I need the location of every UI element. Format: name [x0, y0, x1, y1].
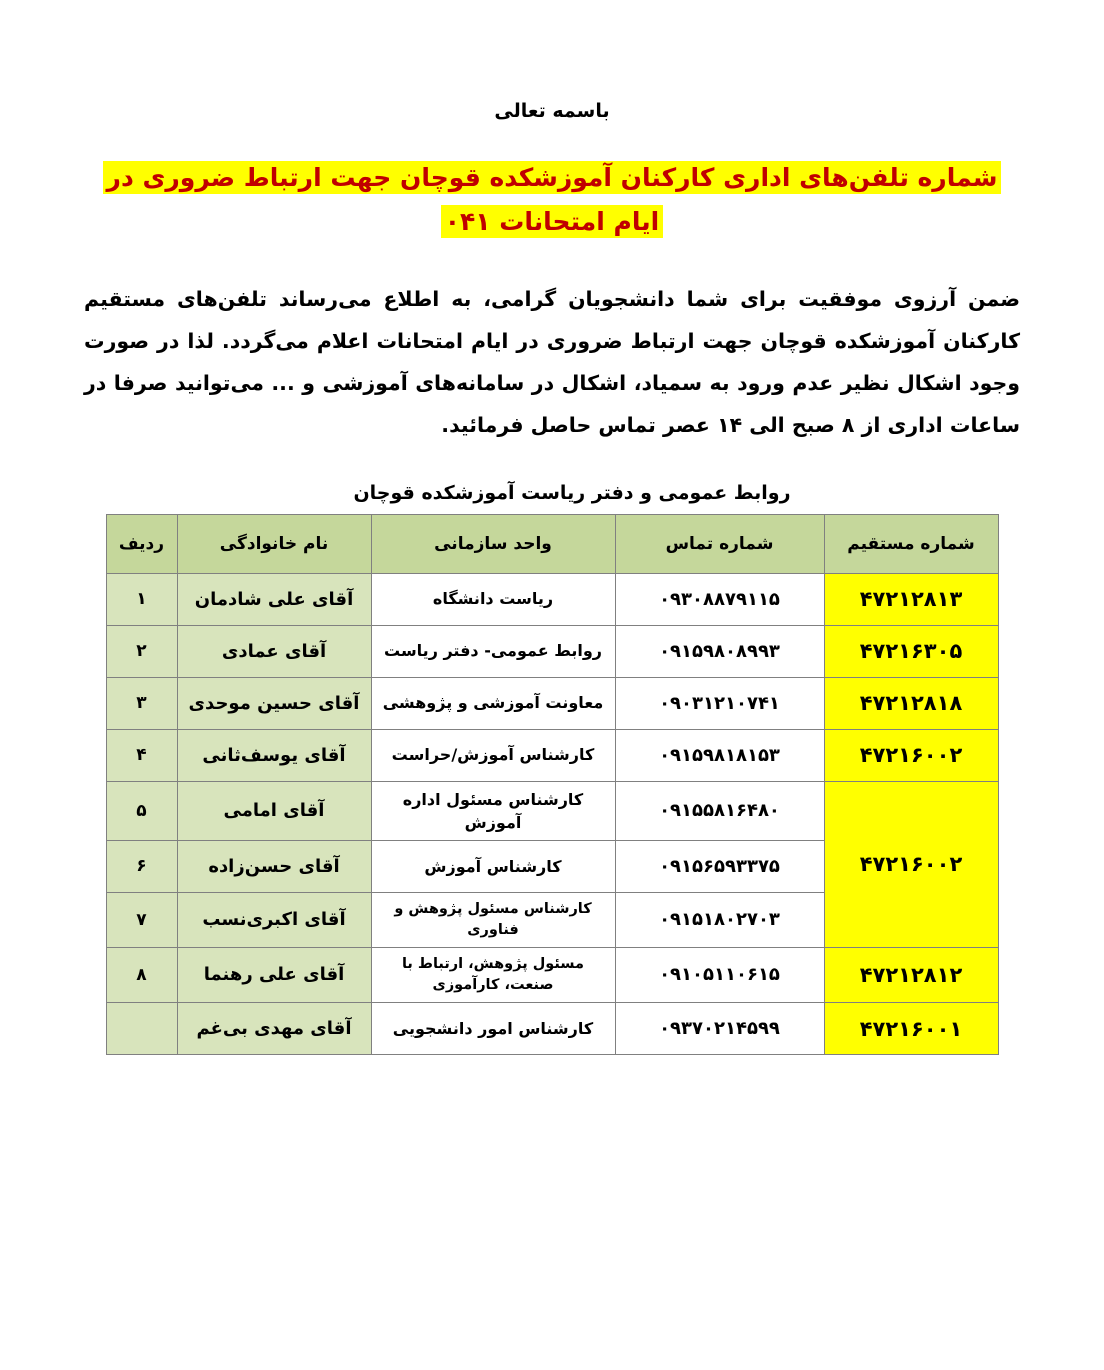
cell-name: آقای علی شادمان	[177, 573, 371, 625]
cell-row-number: ۴	[106, 729, 177, 781]
cell-row-number: ۷	[106, 892, 177, 947]
contacts-table	[106, 514, 999, 1055]
table-row	[106, 677, 998, 729]
cell-direct: ۴۷۲۱۶۰۰۲	[824, 729, 998, 781]
document-page	[0, 100, 1104, 1370]
cell-direct: ۴۷۲۱۲۸۱۲	[824, 947, 998, 1002]
cell-row-number: ۳	[106, 677, 177, 729]
table-row	[106, 781, 998, 840]
section-title: روابط عمومی و دفتر ریاست آموزشکده قوچان	[353, 481, 791, 504]
table-row	[106, 1003, 998, 1055]
cell-mobile: ۰۹۰۳۱۲۱۰۷۴۱	[615, 677, 824, 729]
cell-direct: ۴۷۲۱۲۸۱۸	[824, 677, 998, 729]
cell-name: آقای عمادی	[177, 625, 371, 677]
cell-unit: کارشناس مسئول پژوهش و فناوری	[371, 892, 615, 947]
cell-mobile: ۰۹۱۰۵۱۱۰۶۱۵	[615, 947, 824, 1002]
cell-row-number: ۱	[106, 573, 177, 625]
column-header-mobile: شماره تماس	[615, 514, 824, 573]
table-row	[106, 573, 998, 625]
column-header-unit: واحد سازمانی	[371, 514, 615, 573]
table-header-row	[106, 514, 998, 573]
cell-mobile: ۰۹۳۷۰۲۱۴۵۹۹	[615, 1003, 824, 1055]
cell-row-number: ۶	[106, 840, 177, 892]
cell-row-number: ۵	[106, 781, 177, 840]
table-header	[106, 514, 998, 573]
cell-name: آقای علی رهنما	[177, 947, 371, 1002]
title-line-2: ایام امتحانات ۰۴۱	[441, 205, 663, 238]
table-row	[106, 947, 998, 1002]
cell-name: آقای حسین موحدی	[177, 677, 371, 729]
basmala-heading: باسمه تعالی	[494, 100, 610, 122]
cell-unit: کارشناس آموزش	[371, 840, 615, 892]
cell-mobile: ۰۹۱۵۹۸۱۸۱۵۳	[615, 729, 824, 781]
cell-mobile: ۰۹۳۰۸۸۷۹۱۱۵	[615, 573, 824, 625]
table-row	[106, 625, 998, 677]
cell-unit: کارشناس آموزش/حراست	[371, 729, 615, 781]
cell-unit: ریاست دانشگاه	[371, 573, 615, 625]
cell-unit: روابط عمومی- دفتر ریاست	[371, 625, 615, 677]
intro-paragraph: ضمن آرزوی موفقیت برای شما دانشجویان گرامی، به اطلاع می‌رساند تلفن‌های مستقیم کارکنان آموزشکده قوچان جهت ارتباط ضروری در ایام امتحانات اعلام می‌گردد. لذا در صورت وجود اشکال نظیر عدم ورود به سمیاد، اشکال در سامانه‌های آموزشی و ... می‌توانید صرفا در ساعات اداری از ۸ صبح الی ۱۴ عصر تماس حاصل فرمائید.	[84, 286, 1020, 437]
cell-mobile: ۰۹۱۵۵۸۱۶۴۸۰	[615, 781, 824, 840]
cell-name: آقای یوسف‌ثانی	[177, 729, 371, 781]
cell-direct: ۴۷۲۱۶۳۰۵	[824, 625, 998, 677]
cell-mobile: ۰۹۱۵۹۸۰۸۹۹۳	[615, 625, 824, 677]
table-body	[106, 573, 998, 1054]
cell-direct-merged: ۴۷۲۱۶۰۰۲	[824, 781, 998, 947]
cell-unit: کارشناس مسئول اداره آموزش	[371, 781, 615, 840]
cell-row-number: ۲	[106, 625, 177, 677]
document-title	[78, 156, 1026, 244]
column-header-row: ردیف	[106, 514, 177, 573]
cell-unit: مسئول پژوهش، ارتباط با صنعت، کارآموزی	[371, 947, 615, 1002]
cell-name: آقای مهدی بی‌غم	[177, 1003, 371, 1055]
title-line-1: شماره تلفن‌های اداری کارکنان آموزشکده قوچان جهت ارتباط ضروری در	[103, 161, 1002, 194]
cell-name: آقای امامی	[177, 781, 371, 840]
column-header-name: نام خانوادگی	[177, 514, 371, 573]
table-row	[106, 729, 998, 781]
cell-row-number: ۸	[106, 947, 177, 1002]
cell-mobile: ۰۹۱۵۶۵۹۳۳۷۵	[615, 840, 824, 892]
column-header-direct: شماره مستقیم	[824, 514, 998, 573]
cell-direct: ۴۷۲۱۶۰۰۱	[824, 1003, 998, 1055]
cell-unit: کارشناس امور دانشجویی	[371, 1003, 615, 1055]
cell-row-number	[106, 1003, 177, 1055]
cell-name: آقای اکبری‌نسب	[177, 892, 371, 947]
cell-mobile: ۰۹۱۵۱۸۰۲۷۰۳	[615, 892, 824, 947]
cell-direct: ۴۷۲۱۲۸۱۳	[824, 573, 998, 625]
cell-unit: معاونت آموزشی و پژوهشی	[371, 677, 615, 729]
cell-name: آقای حسن‌زاده	[177, 840, 371, 892]
